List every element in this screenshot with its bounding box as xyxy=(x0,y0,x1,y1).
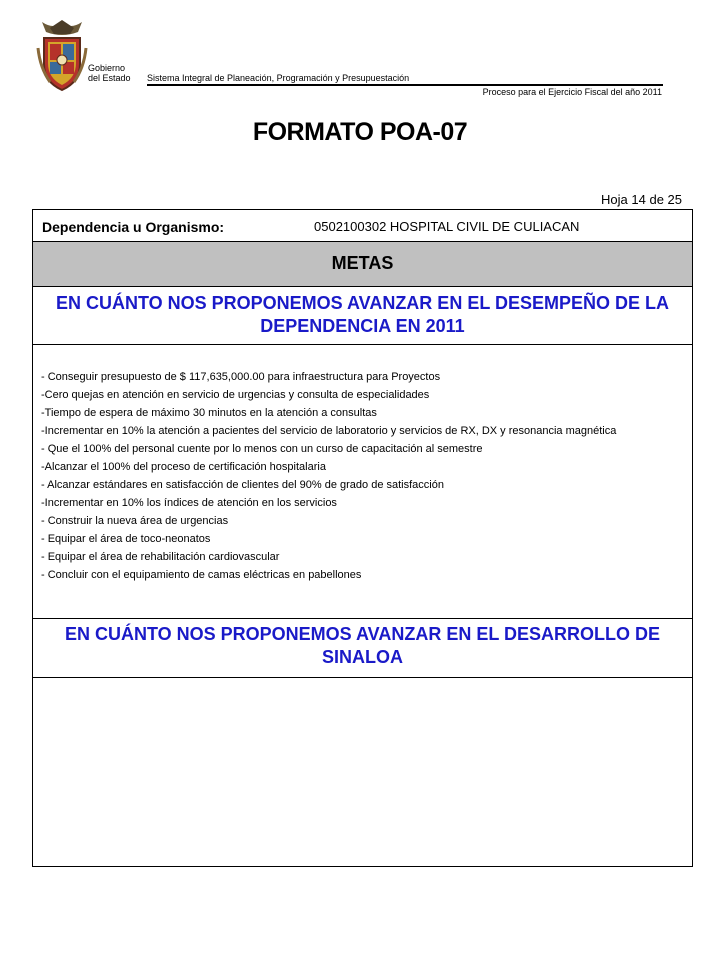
section-header-row xyxy=(33,242,692,287)
gov-line2: del Estado xyxy=(88,73,131,83)
section-title: METAS xyxy=(331,253,394,273)
poa-form xyxy=(32,209,693,867)
goal-item: -Alcanzar el 100% del proceso de certificación hospitalaria xyxy=(41,461,326,473)
goals-row xyxy=(33,345,692,619)
goal-item: -Tiempo de espera de máximo 30 minutos en la atención a consultas xyxy=(41,407,377,419)
goals-list xyxy=(41,371,684,587)
question1-row xyxy=(33,287,692,345)
goal-item: - Alcanzar estándares en satisfacción de clientes del 90% de grado de satisfacción xyxy=(41,479,444,491)
goal-item: -Incrementar en 10% la atención a pacientes del servicio de laboratorio y servicios de RX, DX y resonancia magnética xyxy=(41,425,617,437)
gov-line1: Gobierno xyxy=(88,63,126,73)
dependency-value: 0502100302 HOSPITAL CIVIL DE CULIACAN xyxy=(314,219,580,234)
process-label: Proceso para el Ejercicio Fiscal del año 2011 xyxy=(482,87,662,97)
page-indicator: Hoja 14 de 25 xyxy=(601,192,682,207)
state-crest-icon xyxy=(36,18,88,94)
goal-item: - Concluir con el equipamiento de camas eléctricas en pabellones xyxy=(41,569,362,581)
goal-item: - Construir la nueva área de urgencias xyxy=(41,515,229,527)
system-name: Sistema Integral de Planeación, Programación y Presupuestación xyxy=(147,73,410,83)
dependency-label: Dependencia u Organismo: xyxy=(42,219,225,235)
dependency-row xyxy=(33,210,692,242)
page-title: FORMATO POA-07 xyxy=(252,118,468,146)
goal-item: - Equipar el área de rehabilitación cardiovascular xyxy=(41,551,280,563)
development-goals-area xyxy=(33,678,692,866)
goal-item: - Equipar el área de toco-neonatos xyxy=(41,533,211,545)
question1-heading: EN CUÁNTO NOS PROPONEMOS AVANZAR EN EL DESEMPEÑO DE LA DEPENDENCIA EN 2011 xyxy=(55,293,670,336)
question2-heading: EN CUÁNTO NOS PROPONEMOS AVANZAR EN EL DESARROLLO DE SINALOA xyxy=(64,624,661,667)
goal-item: - Conseguir presupuesto de $ 117,635,000.00 para infraestructura para Proyectos xyxy=(41,371,441,383)
question2-row xyxy=(33,619,692,678)
goal-item: -Incrementar en 10% los índices de atención en los servicios xyxy=(41,497,337,509)
header-divider xyxy=(147,84,663,86)
goal-item: -Cero quejas en atención en servicio de urgencias y consulta de especialidades xyxy=(41,389,430,401)
goal-item: - Que el 100% del personal cuente por lo menos con un curso de capacitación al semestre xyxy=(41,443,483,455)
